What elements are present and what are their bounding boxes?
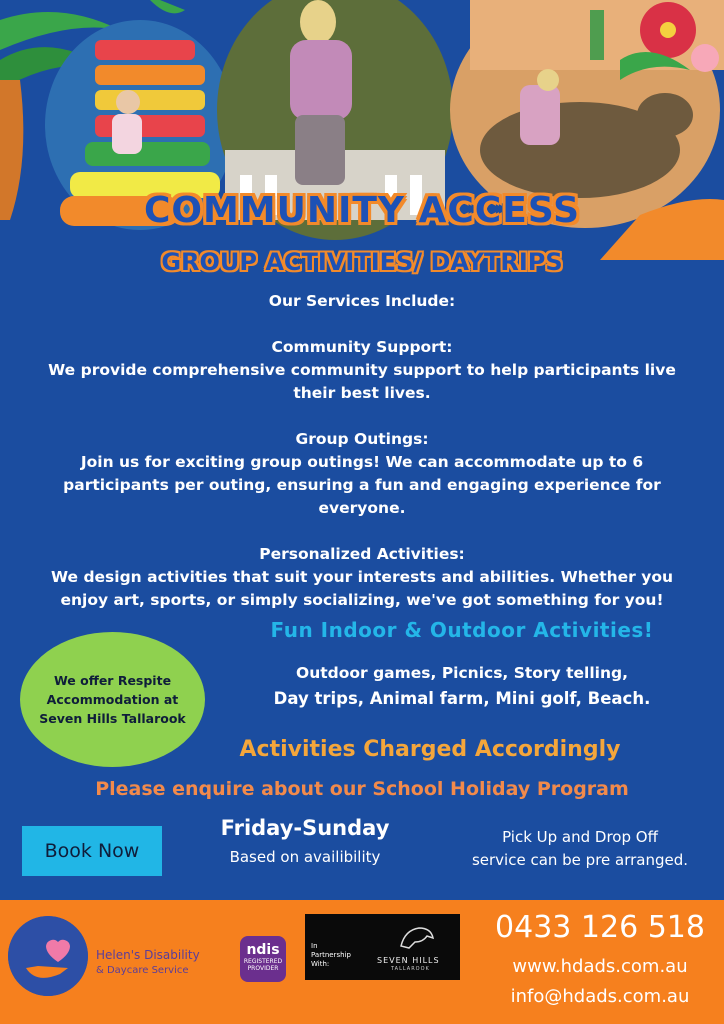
services-intro: Our Services Include: — [268, 292, 456, 310]
service-text: We design activities that suit your interests and abilities. Whether you enjoy art, sports, or simply socializing, we've got something for you! — [50, 568, 674, 609]
charged-notice: Activities Charged Accordingly — [239, 737, 621, 762]
page-title: COMMUNITY ACCESS — [143, 190, 581, 231]
activities-list — [230, 660, 694, 712]
org-name: Helen's Disability & Daycare Service — [96, 948, 200, 976]
service-heading: Group Outings: — [295, 430, 429, 448]
service-heading: Personalized Activities: — [259, 545, 465, 563]
website-link[interactable]: www.hdads.com.au — [512, 956, 688, 977]
phone-number[interactable]: 0433 126 518 — [495, 910, 705, 945]
respite-line: Accommodation at — [46, 692, 179, 707]
schedule-note: Based on availibility — [229, 848, 381, 866]
partner-logo — [305, 914, 460, 980]
schedule-days: Friday-Sunday — [220, 816, 390, 840]
pickup-line: Pick Up and Drop Off — [502, 828, 658, 846]
respite-line: We offer Respite — [53, 673, 172, 688]
activities-line: Outdoor games, Picnics, Story telling, — [296, 664, 628, 682]
heart-hand-logo-icon — [8, 916, 88, 996]
service-text: We provide comprehensive community support to help participants live their best lives. — [48, 361, 676, 402]
service-heading: Community Support: — [271, 338, 453, 356]
partner-name: SEVEN HILLS — [377, 956, 440, 965]
pickup-line: service can be pre arranged. — [471, 851, 689, 869]
email-link[interactable]: info@hdads.com.au — [510, 986, 690, 1007]
respite-line: Seven Hills Tallarook — [39, 711, 186, 726]
school-holiday-enquire: Please enquire about our School Holiday Program — [95, 778, 629, 800]
horse-head-icon — [397, 924, 437, 950]
respite-badge — [20, 632, 205, 767]
pickup-notice — [440, 826, 720, 872]
book-now-button[interactable]: Book Now — [22, 826, 162, 876]
partner-label: In Partnership With: — [311, 942, 351, 968]
ndis-badge: ndis REGISTERED PROVIDER — [240, 936, 286, 982]
service-text: Join us for exciting group outings! We can accommodate up to 6 participants per outing, ensuring a fun and engaging experience for everyone. — [63, 453, 661, 517]
partner-sub: TALLAROOK — [391, 966, 430, 972]
activities-line: Day trips, Animal farm, Mini golf, Beach. — [273, 689, 651, 708]
services-section — [30, 290, 694, 612]
activities-heading: Fun Indoor & Outdoor Activities! — [270, 618, 654, 642]
page-subtitle: GROUP ACTIVITIES/ DAYTRIPS — [161, 248, 563, 276]
